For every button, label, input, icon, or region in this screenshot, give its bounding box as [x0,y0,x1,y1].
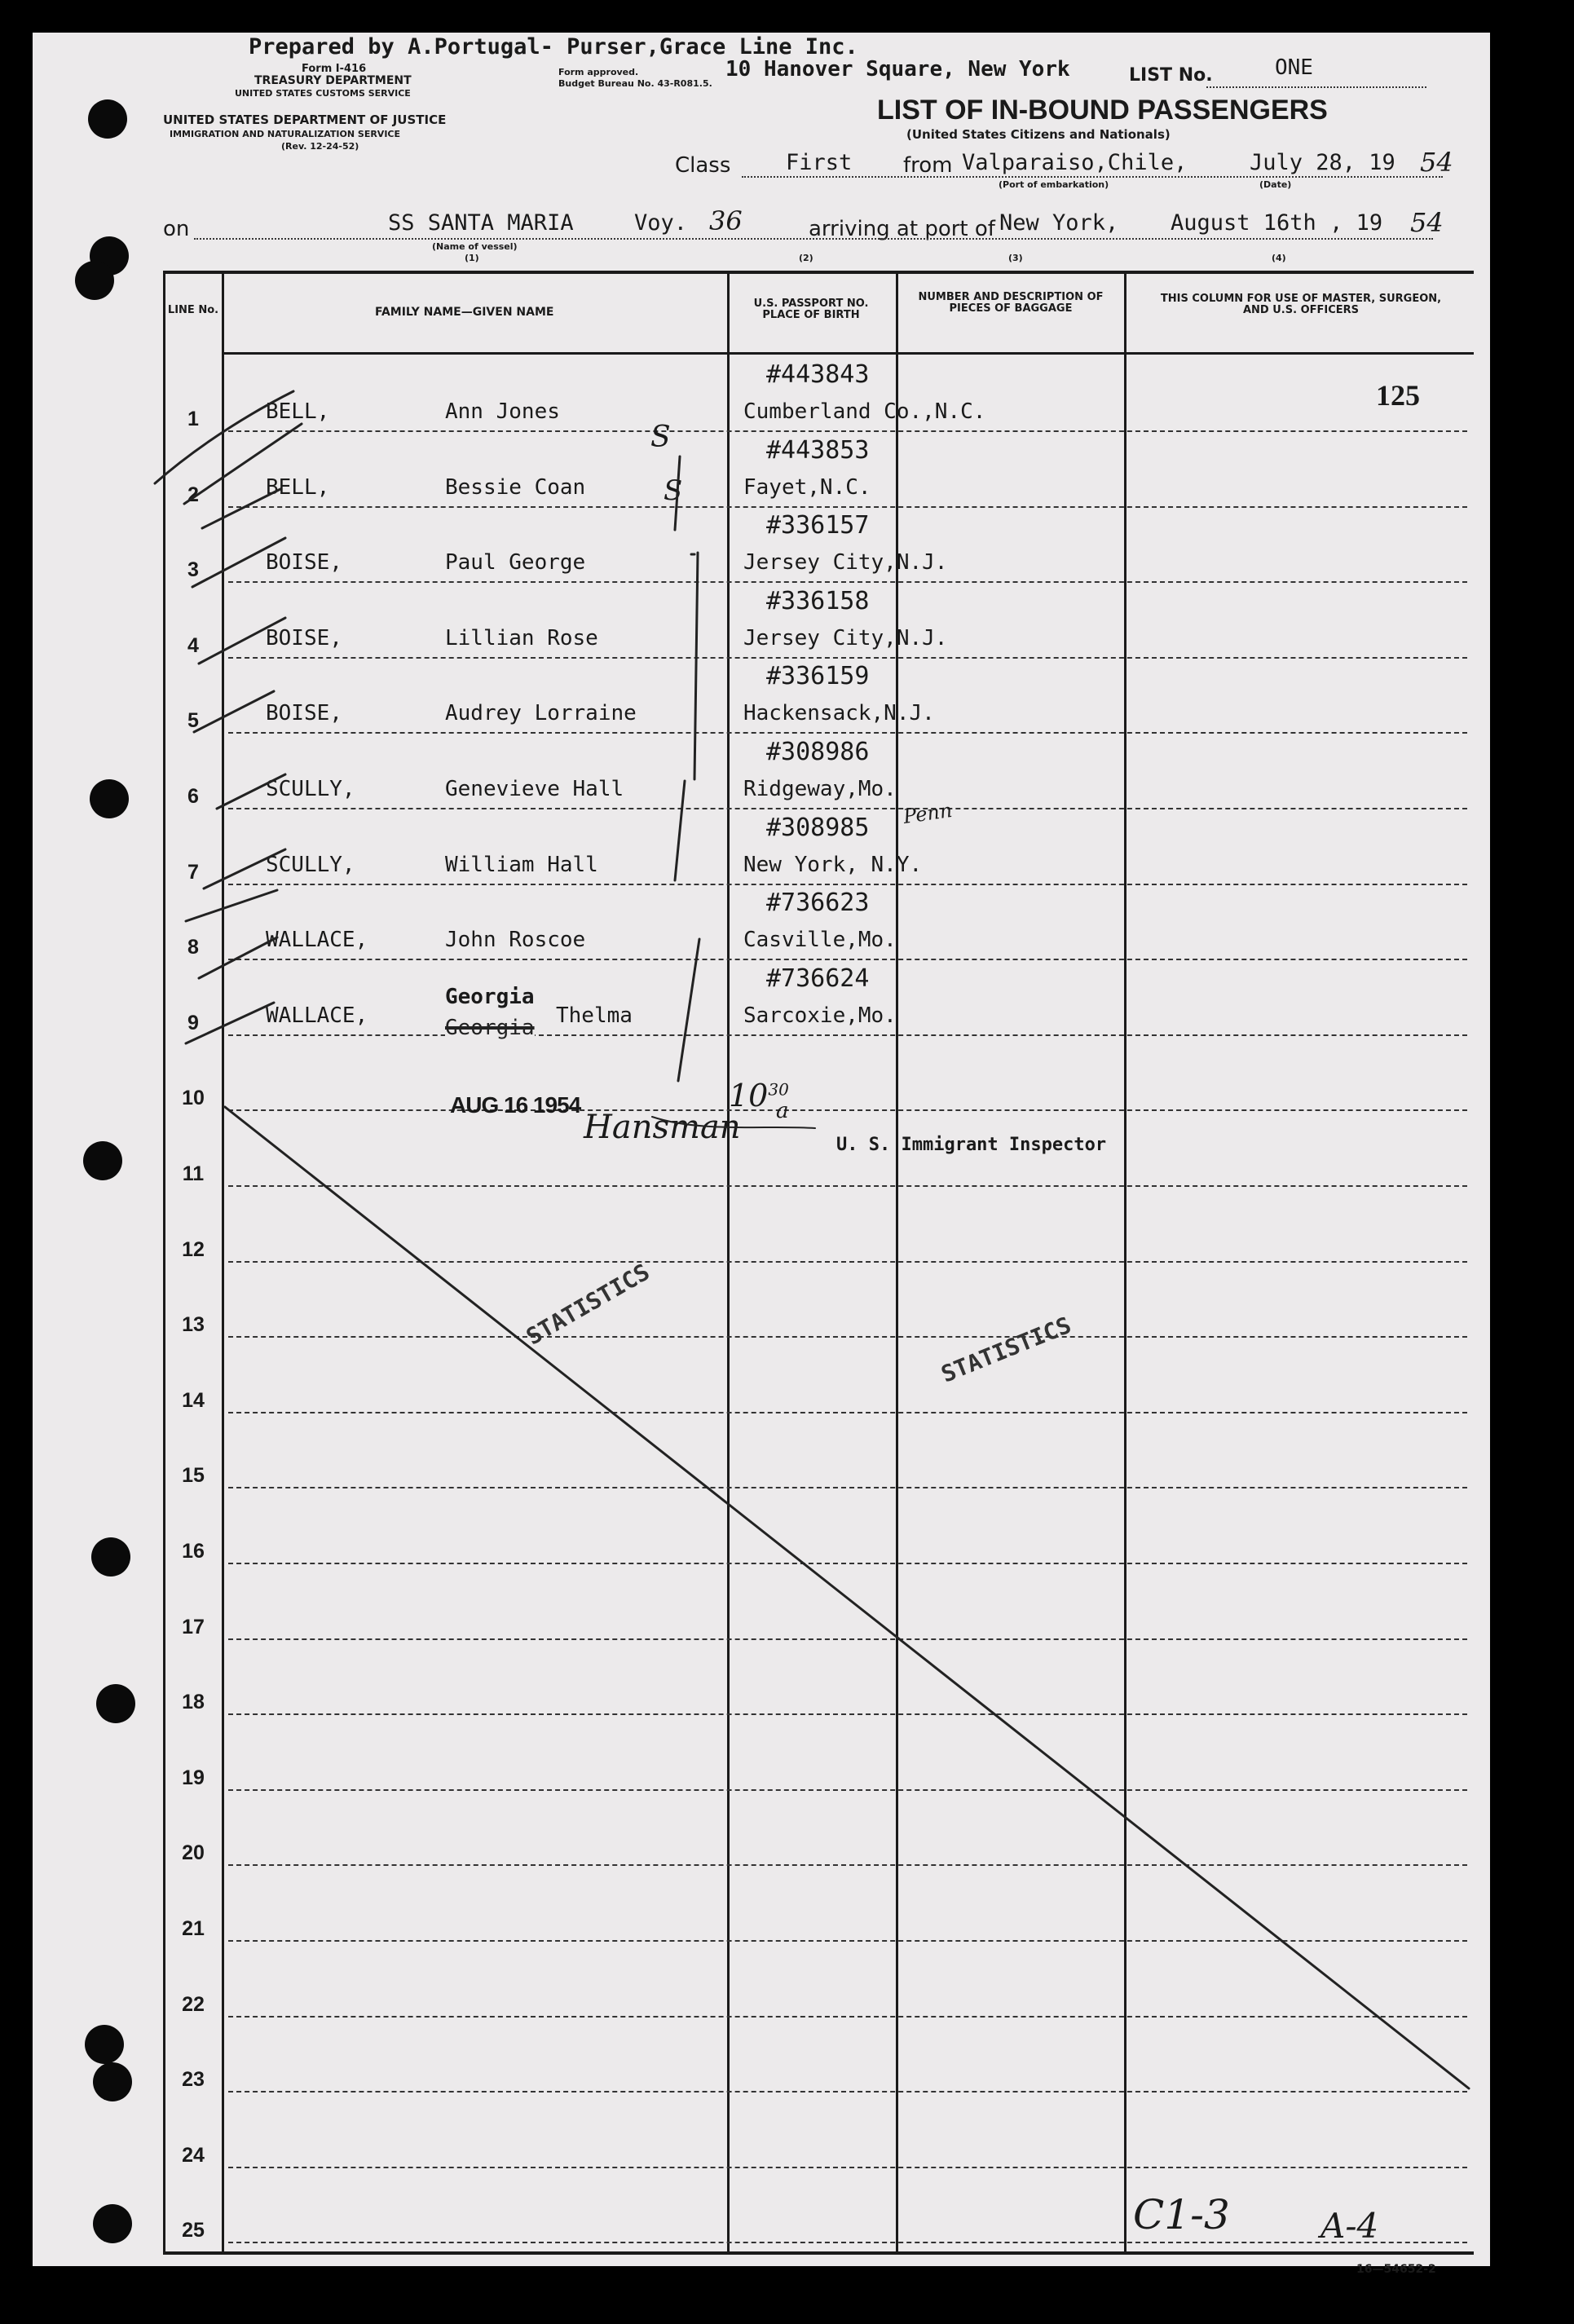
treasury-dept: TREASURY DEPARTMENT [254,74,412,87]
time-note-hour: 10 [729,1078,769,1113]
given-name: Ann Jones [445,399,560,424]
check-mark [199,937,277,978]
check-mark [184,424,302,504]
form-code: 16—54652-2 [1356,2263,1436,2276]
arrival-year: 54 [1410,207,1444,238]
s-mark: S [650,421,671,454]
line-number: 12 [182,1237,205,1261]
col-header-baggage: NUMBER AND DESCRIPTION OF PIECES OF BAGGAGE [918,291,1104,315]
arrival-date: August 16th , 19 [1171,210,1383,236]
form-number: Form I-416 [302,63,367,75]
given-name: William Hall [445,852,598,877]
family-name: SCULLY, [266,852,355,877]
passport-number: #336157 [766,511,870,540]
inspector-signature: Hansman [584,1109,741,1146]
line-number: 2 [187,483,199,506]
time-note-ampm: a [776,1099,789,1123]
given-name: Audrey Lorraine [445,701,637,726]
signature-flourish [652,1117,815,1128]
birthplace: Fayet,N.C. [743,474,871,500]
voyage-label: Voy. [634,210,688,236]
date-stamp: AUG 16 1954 [450,1092,581,1118]
line-number: 23 [182,2068,205,2092]
manifest-page [33,33,1490,2276]
caption-4: (4) [1272,253,1286,263]
family-name: BELL, [266,474,330,500]
passport-number: #736623 [766,889,870,918]
bracket-mark [675,456,680,530]
ins-line: IMMIGRATION AND NATURALIZATION SERVICE [170,129,401,139]
family-name: BOISE, [266,550,342,575]
form-title: LIST OF IN-BOUND PASSENGERS [877,95,1328,126]
bracket-mark [694,553,698,779]
family-name: BOISE, [266,625,342,650]
inspector-title: U. S. Immigrant Inspector [836,1135,1107,1155]
line-number: 18 [182,1691,205,1714]
embark-year: 54 [1420,147,1453,178]
budget-bureau: Budget Bureau No. 43-R081.5. [558,78,712,89]
given-name: Genevieve Hall [445,777,624,801]
passport-number: #308985 [766,813,870,842]
birthplace: Hackensack,N.J. [743,701,935,726]
georgia-insert: Georgia [445,985,535,1009]
birthplace: New York, N.Y. [743,852,923,877]
doj-line: UNITED STATES DEPARTMENT OF JUSTICE [163,112,447,127]
passport-number: #336158 [766,586,870,615]
penn-note: Penn [902,798,954,829]
family-name: BELL, [266,399,330,424]
line-number: 3 [187,558,199,582]
check-mark [194,691,274,732]
given-name-visible: Thelma [556,1003,633,1028]
bottom-note-a: A-4 [1320,2206,1379,2246]
check-mark [217,774,285,809]
birthplace: Sarcoxie,Mo. [743,1003,897,1028]
diagonal-cancel-line [225,1107,1469,2088]
vessel-name: SS SANTA MARIA [388,210,574,236]
check-mark [192,538,285,587]
bracket-mark [678,939,699,1081]
line-number: 21 [182,1917,205,1940]
line-number: 13 [182,1313,205,1337]
line-number: 24 [182,2143,205,2167]
birthplace: Cumberland Co.,N.C. [743,399,986,424]
line-number: 10 [182,1087,205,1110]
col-header-officers: THIS COLUMN FOR USE OF MASTER, SURGEON, AND U.S. OFFICERS [1160,293,1442,316]
check-mark [186,890,277,921]
line-number: 20 [182,1841,205,1865]
line-number: 6 [187,785,199,808]
caption-3: (3) [1008,253,1023,263]
passport-number: #443843 [766,360,870,389]
passport-number: #443853 [766,435,870,465]
given-name: John Roscoe [445,928,586,953]
birthplace: Ridgeway,Mo. [743,777,897,801]
birthplace: Casville,Mo. [743,928,897,953]
line-number: 8 [187,936,199,959]
prepared-by-line: Prepared by A.Portugal- Purser,Grace Line Inc. [249,34,858,60]
bottom-note-c: C1-3 [1133,2191,1230,2238]
form-approved: Form approved. [558,67,639,77]
birthplace: Jersey City,N.J. [743,550,948,575]
line-number: 9 [187,1011,199,1034]
statistics-stamp: STATISTICS [937,1311,1075,1388]
line-number: 7 [187,860,199,884]
passport-number: #308986 [766,738,870,766]
line-number: 19 [182,1766,205,1789]
family-name: WALLACE, [266,928,368,953]
handwritten-marks [33,33,1490,2266]
caption-1: (1) [465,253,479,263]
line-number: 22 [182,1992,205,2016]
revision-line: (Rev. 12-24-52) [281,141,359,152]
line-number: 4 [187,633,199,657]
check-mark [186,1003,274,1043]
class-label: Class [675,153,731,178]
embark-caption: (Port of embarkation) [999,179,1109,190]
from-label: from [903,153,953,178]
company-address: 10 Hanover Square, New York [725,57,1070,82]
passport-number: #336159 [766,662,870,691]
check-mark [155,391,293,483]
check-mark [204,849,285,889]
line-number: 11 [182,1162,205,1185]
statistics-stamp: STATISTICS [522,1258,655,1351]
customs-service: UNITED STATES CUSTOMS SERVICE [235,88,411,99]
line-number: 5 [187,709,199,733]
birthplace: Jersey City,N.J. [743,625,948,650]
voyage-number: 36 [709,205,743,236]
line-number: 14 [182,1388,205,1412]
col-header-passport: U.S. PASSPORT NO. PLACE OF BIRTH [753,298,869,321]
given-name: Lillian Rose [445,625,598,650]
line-number: 1 [187,408,199,430]
list-no-label: LIST No. [1129,65,1213,86]
date-caption: (Date) [1259,179,1292,190]
check-mark [202,489,280,528]
embark-date: July 28, 19 [1250,150,1395,175]
passport-number: #736624 [766,964,870,993]
given-name: Paul George [445,550,586,575]
vessel-caption: (Name of vessel) [432,241,518,252]
line-number: 25 [182,2219,205,2242]
check-mark [199,618,285,664]
family-name: SCULLY, [266,777,355,801]
form-subtitle: (United States Citizens and Nationals) [906,127,1171,142]
s-mark: S [664,474,683,507]
on-label: on [163,217,190,241]
class-value: First [786,150,853,175]
col-header-name: FAMILY NAME—GIVEN NAME [375,306,554,319]
georgia-struck: Georgia [445,1016,535,1040]
bracket-mark [675,781,685,880]
line-number: 17 [182,1615,205,1638]
given-name: Bessie Coan [445,474,586,500]
caption-2: (2) [799,253,813,263]
family-name: BOISE, [266,701,342,726]
time-note-minutes: 30 [768,1079,789,1100]
line-number: 15 [182,1464,205,1488]
line-number: 16 [182,1540,205,1563]
officer-number: 125 [1376,379,1420,412]
embark-port: Valparaiso,Chile, [962,150,1188,175]
arriving-label: arriving at port of [809,217,995,241]
list-no-value: ONE [1275,55,1313,80]
arrival-port: New York, [999,210,1119,236]
col-header-line-no: LINE No. [167,304,219,316]
family-name: WALLACE, [266,1003,368,1028]
